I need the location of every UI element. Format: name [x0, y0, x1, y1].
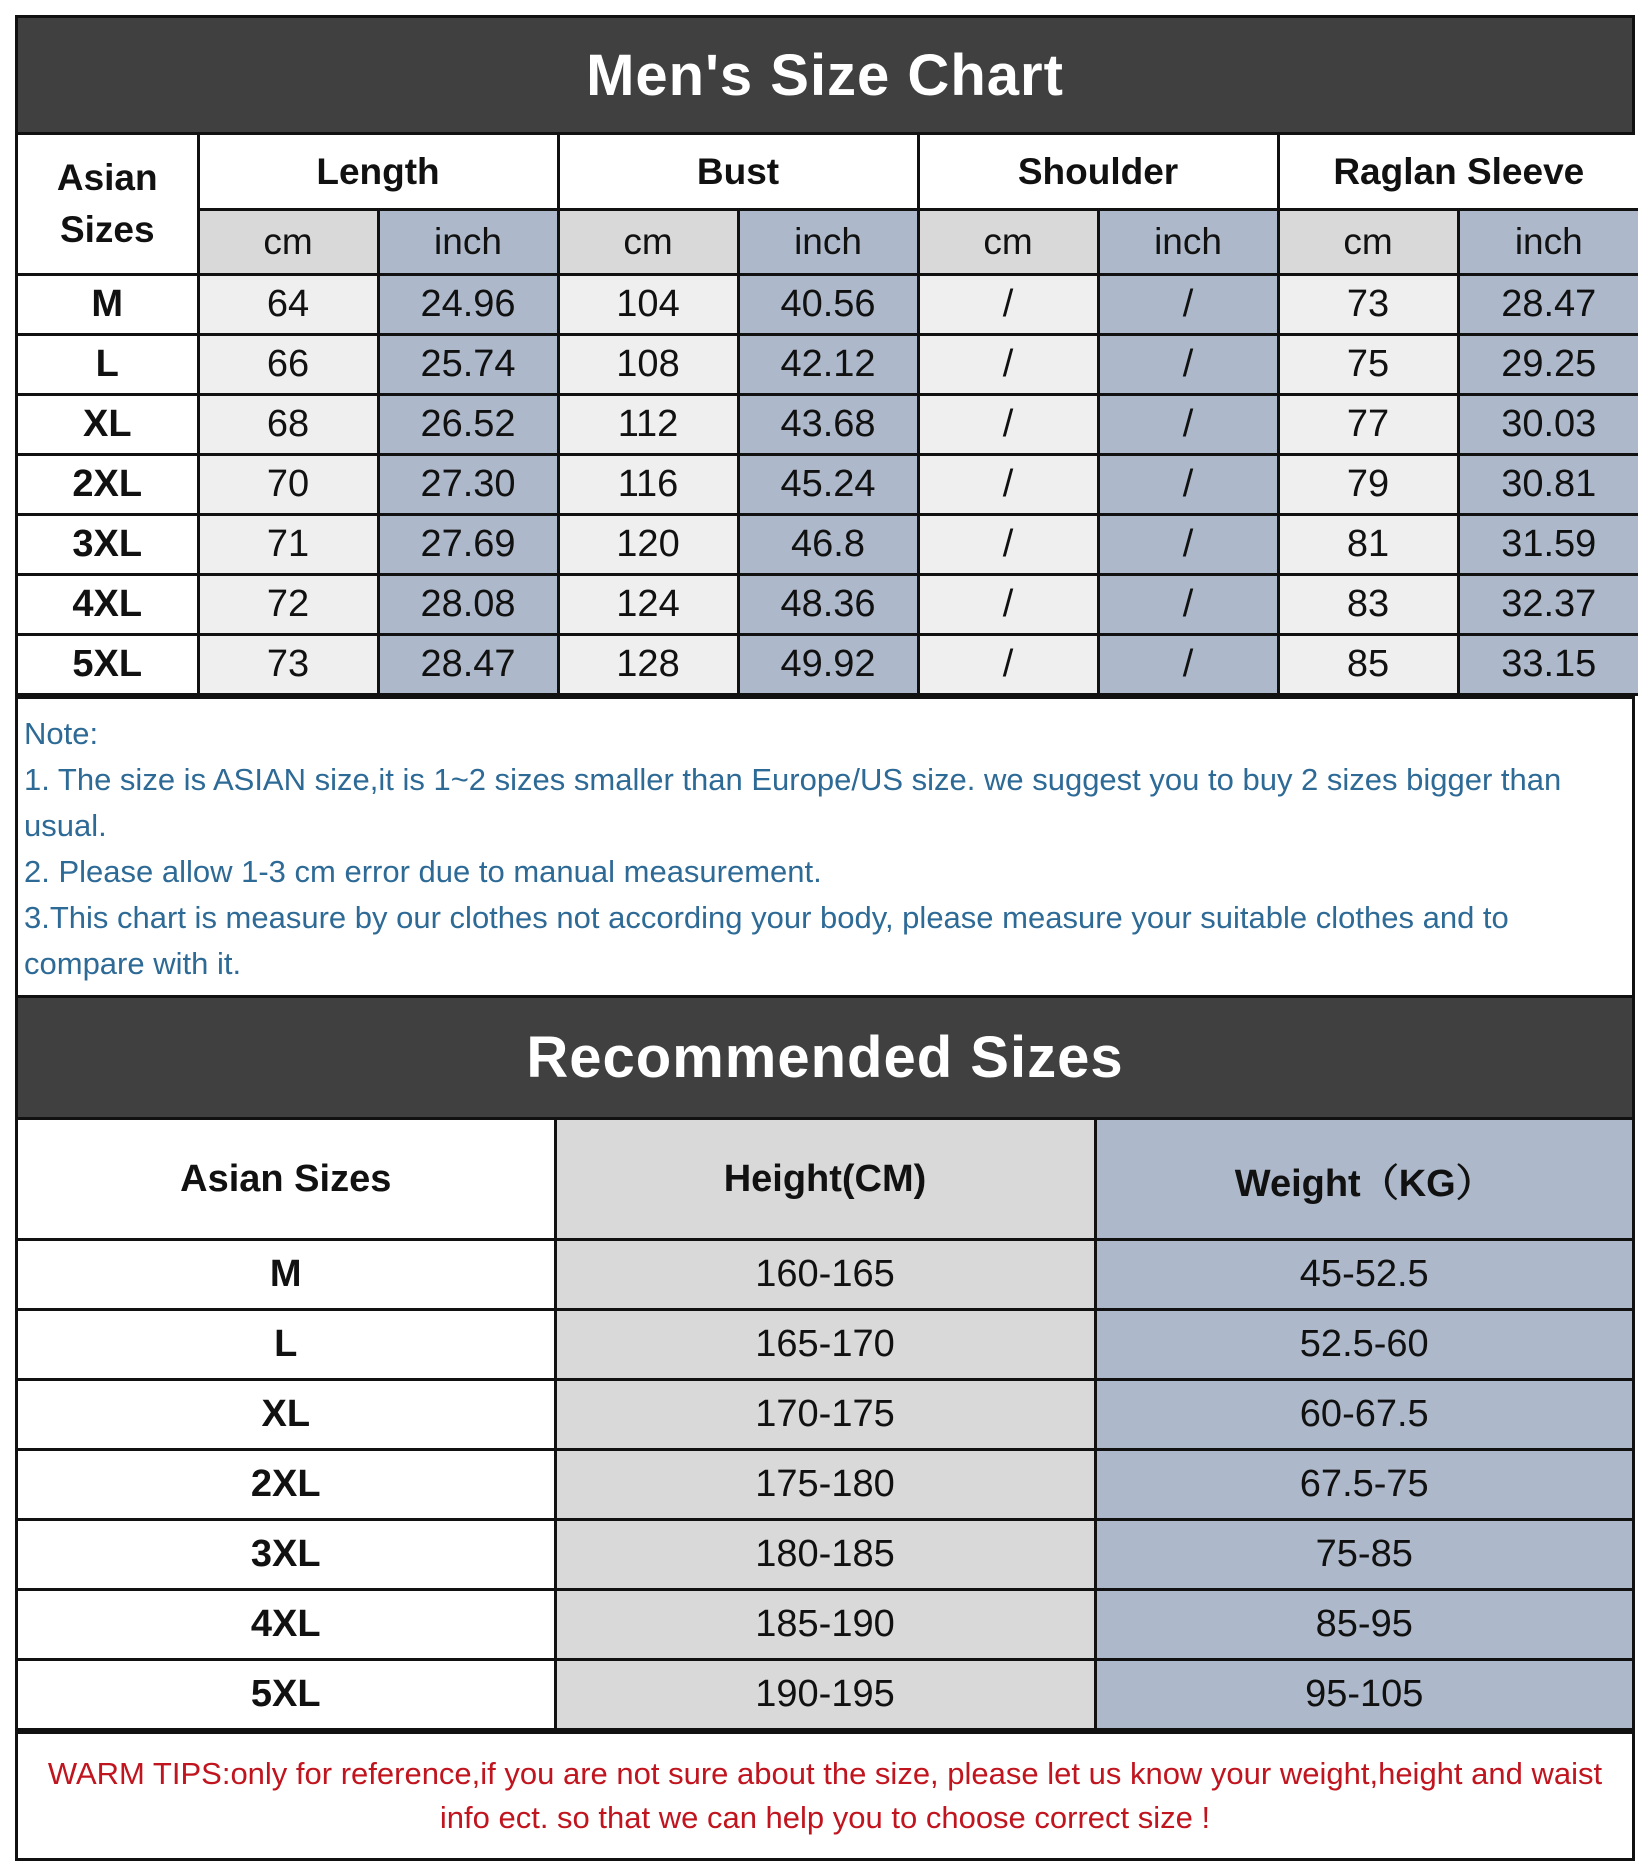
- cell-shoulder-cm: /: [918, 395, 1098, 455]
- size-label: XL: [18, 395, 198, 455]
- unit-header-cm: cm: [918, 210, 1098, 275]
- cell-bust-cm: 104: [558, 275, 738, 335]
- table-row: [18, 275, 1638, 335]
- size-label: 5XL: [18, 635, 198, 695]
- group-header-length: Length: [198, 135, 558, 210]
- cell-sleeve-in: 32.37: [1458, 575, 1638, 635]
- cell-shoulder-in: /: [1098, 455, 1278, 515]
- cell-length-in: 27.69: [378, 515, 558, 575]
- cell-sleeve-in: 30.81: [1458, 455, 1638, 515]
- cell-bust-in: 49.92: [738, 635, 918, 695]
- notes-section: [18, 696, 1632, 995]
- cell-sleeve-in: 29.25: [1458, 335, 1638, 395]
- recommended-sizes-table: [18, 1120, 1632, 1731]
- unit-header-inch: inch: [738, 210, 918, 275]
- rec-cell-weight: 52.5-60: [1095, 1310, 1632, 1380]
- table-row: [18, 1240, 1632, 1310]
- cell-sleeve-cm: 83: [1278, 575, 1458, 635]
- cell-bust-in: 45.24: [738, 455, 918, 515]
- rec-cell-weight: 95-105: [1095, 1660, 1632, 1730]
- cell-sleeve-cm: 85: [1278, 635, 1458, 695]
- rec-cell-height: 180-185: [555, 1520, 1095, 1590]
- cell-bust-in: 43.68: [738, 395, 918, 455]
- rec-cell-height: 170-175: [555, 1380, 1095, 1450]
- unit-header-cm: cm: [558, 210, 738, 275]
- table-row: [18, 1520, 1632, 1590]
- table-row: [18, 1660, 1632, 1730]
- unit-header-cm: cm: [198, 210, 378, 275]
- table-row: [18, 1590, 1632, 1660]
- cell-sleeve-cm: 77: [1278, 395, 1458, 455]
- cell-bust-in: 42.12: [738, 335, 918, 395]
- rec-cell-size: 3XL: [18, 1520, 555, 1590]
- cell-length-cm: 66: [198, 335, 378, 395]
- rec-cell-height: 185-190: [555, 1590, 1095, 1660]
- table-row: [18, 1380, 1632, 1450]
- unit-header-cm: cm: [1278, 210, 1458, 275]
- size-chart-sheet: [15, 15, 1635, 1861]
- size-chart-title: Men's Size Chart: [18, 18, 1632, 135]
- unit-header-inch: inch: [378, 210, 558, 275]
- table-row: [18, 455, 1638, 515]
- rec-header-weight: Weight（KG）: [1095, 1120, 1632, 1240]
- asian-sizes-header: [18, 135, 198, 275]
- cell-bust-in: 48.36: [738, 575, 918, 635]
- cell-sleeve-in: 28.47: [1458, 275, 1638, 335]
- cell-shoulder-in: /: [1098, 515, 1278, 575]
- rec-cell-height: 165-170: [555, 1310, 1095, 1380]
- rec-header-height: Height(CM): [555, 1120, 1095, 1240]
- cell-length-in: 28.08: [378, 575, 558, 635]
- rec-cell-height: 190-195: [555, 1660, 1095, 1730]
- cell-length-cm: 64: [198, 275, 378, 335]
- cell-bust-in: 40.56: [738, 275, 918, 335]
- cell-sleeve-cm: 75: [1278, 335, 1458, 395]
- rec-cell-size: XL: [18, 1380, 555, 1450]
- cell-bust-cm: 120: [558, 515, 738, 575]
- cell-length-cm: 73: [198, 635, 378, 695]
- cell-sleeve-in: 30.03: [1458, 395, 1638, 455]
- rec-cell-weight: 75-85: [1095, 1520, 1632, 1590]
- note-item-1: 1. The size is ASIAN size,it is 1~2 sizes smaller than Europe/US size. we suggest you to buy 2 sizes bigger than usual.: [24, 762, 1562, 843]
- cell-sleeve-cm: 79: [1278, 455, 1458, 515]
- rec-cell-height: 175-180: [555, 1450, 1095, 1520]
- group-header-bust: Bust: [558, 135, 918, 210]
- cell-bust-cm: 116: [558, 455, 738, 515]
- note-item-3: 3.This chart is measure by our clothes not according your body, please measure your suitable clothes and to compare with it.: [24, 900, 1509, 981]
- size-chart-table: [18, 135, 1638, 696]
- rec-cell-weight: 67.5-75: [1095, 1450, 1632, 1520]
- table-row: [18, 515, 1638, 575]
- unit-header-inch: inch: [1098, 210, 1278, 275]
- asian-sizes-label: Asian Sizes: [56, 157, 158, 250]
- cell-shoulder-cm: /: [918, 515, 1098, 575]
- cell-bust-cm: 128: [558, 635, 738, 695]
- cell-length-cm: 71: [198, 515, 378, 575]
- cell-bust-cm: 112: [558, 395, 738, 455]
- cell-length-cm: 68: [198, 395, 378, 455]
- cell-length-cm: 70: [198, 455, 378, 515]
- table-row: [18, 395, 1638, 455]
- recommended-sizes-title: Recommended Sizes: [18, 995, 1632, 1120]
- cell-sleeve-in: 33.15: [1458, 635, 1638, 695]
- cell-length-in: 24.96: [378, 275, 558, 335]
- rec-cell-size: L: [18, 1310, 555, 1380]
- cell-shoulder-cm: /: [918, 275, 1098, 335]
- size-label: 3XL: [18, 515, 198, 575]
- rec-header-asian-sizes: Asian Sizes: [18, 1120, 555, 1240]
- size-label: L: [18, 335, 198, 395]
- cell-bust-cm: 108: [558, 335, 738, 395]
- cell-length-in: 25.74: [378, 335, 558, 395]
- table-row: [18, 635, 1638, 695]
- group-header-shoulder: Shoulder: [918, 135, 1278, 210]
- warm-tips: WARM TIPS:only for reference,if you are not sure about the size, please let us know your weight,height and waist info ect. so that we can help you to choose correct size !: [18, 1731, 1632, 1858]
- rec-cell-weight: 60-67.5: [1095, 1380, 1632, 1450]
- cell-shoulder-cm: /: [918, 335, 1098, 395]
- rec-cell-size: 5XL: [18, 1660, 555, 1730]
- cell-shoulder-cm: /: [918, 455, 1098, 515]
- cell-bust-in: 46.8: [738, 515, 918, 575]
- cell-shoulder-in: /: [1098, 575, 1278, 635]
- rec-cell-size: M: [18, 1240, 555, 1310]
- note-item-2: 2. Please allow 1-3 cm error due to manual measurement.: [24, 854, 822, 889]
- cell-sleeve-cm: 81: [1278, 515, 1458, 575]
- size-label: 2XL: [18, 455, 198, 515]
- size-label: M: [18, 275, 198, 335]
- rec-cell-size: 4XL: [18, 1590, 555, 1660]
- group-header-raglan-sleeve: Raglan Sleeve: [1278, 135, 1638, 210]
- unit-header-inch: inch: [1458, 210, 1638, 275]
- table-row: [18, 335, 1638, 395]
- cell-shoulder-in: /: [1098, 335, 1278, 395]
- rec-cell-size: 2XL: [18, 1450, 555, 1520]
- cell-shoulder-in: /: [1098, 395, 1278, 455]
- table-row: [18, 1310, 1632, 1380]
- cell-length-in: 28.47: [378, 635, 558, 695]
- notes-heading: Note:: [24, 716, 99, 751]
- cell-length-in: 27.30: [378, 455, 558, 515]
- cell-length-in: 26.52: [378, 395, 558, 455]
- table-row: [18, 575, 1638, 635]
- rec-cell-weight: 45-52.5: [1095, 1240, 1632, 1310]
- size-label: 4XL: [18, 575, 198, 635]
- cell-sleeve-in: 31.59: [1458, 515, 1638, 575]
- cell-sleeve-cm: 73: [1278, 275, 1458, 335]
- table-row: [18, 1450, 1632, 1520]
- cell-shoulder-in: /: [1098, 635, 1278, 695]
- cell-shoulder-cm: /: [918, 575, 1098, 635]
- cell-length-cm: 72: [198, 575, 378, 635]
- cell-shoulder-cm: /: [918, 635, 1098, 695]
- rec-cell-weight: 85-95: [1095, 1590, 1632, 1660]
- rec-cell-height: 160-165: [555, 1240, 1095, 1310]
- cell-bust-cm: 124: [558, 575, 738, 635]
- cell-shoulder-in: /: [1098, 275, 1278, 335]
